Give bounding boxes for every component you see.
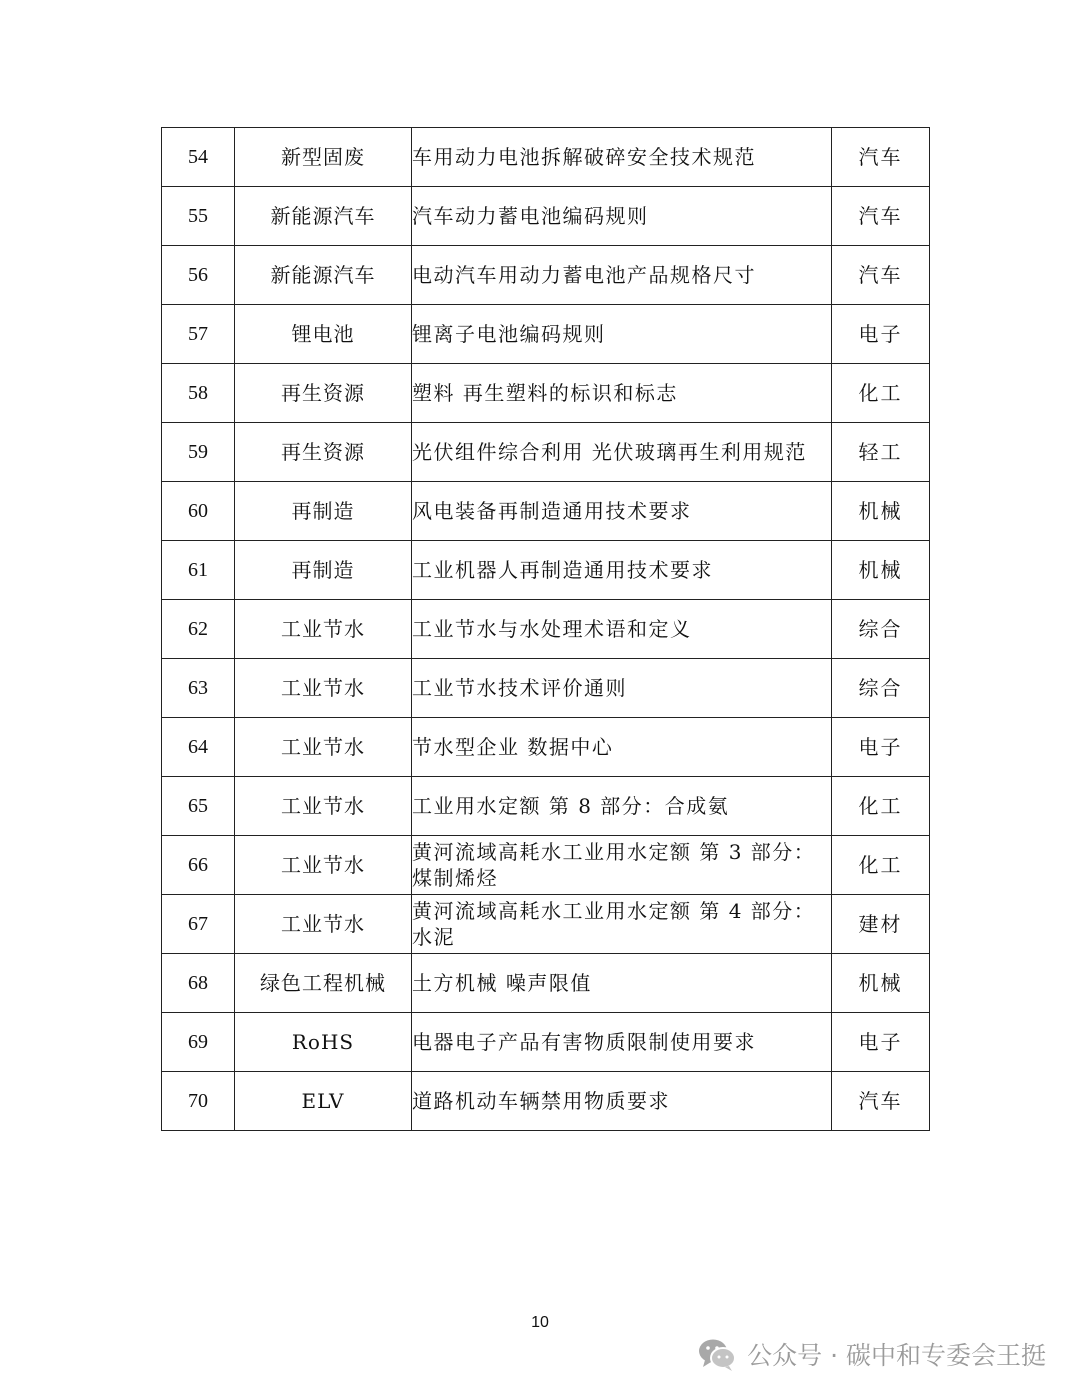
- category-cell: 再制造: [235, 482, 412, 541]
- category-cell: ELV: [235, 1072, 412, 1131]
- table-row: [162, 364, 930, 423]
- category-cell: 锂电池: [235, 305, 412, 364]
- watermark: [697, 1336, 1046, 1372]
- row-number-cell: 55: [162, 187, 235, 246]
- row-number-cell: 61: [162, 541, 235, 600]
- table-row: [162, 836, 930, 895]
- table-row: [162, 895, 930, 954]
- table-row: [162, 541, 930, 600]
- standard-title-cell: 锂离子电池编码规则: [412, 305, 832, 364]
- standard-title-cell: 道路机动车辆禁用物质要求: [412, 1072, 832, 1131]
- standard-title-cell: 黄河流域高耗水工业用水定额 第 4 部分：水泥: [412, 895, 832, 954]
- category-cell: 工业节水: [235, 718, 412, 777]
- table-row: [162, 1072, 930, 1131]
- standard-title-cell: 工业用水定额 第 8 部分：合成氨: [412, 777, 832, 836]
- industry-cell: 化工: [832, 777, 930, 836]
- industry-cell: 汽车: [832, 1072, 930, 1131]
- table-row: [162, 777, 930, 836]
- row-number-cell: 59: [162, 423, 235, 482]
- table-row: [162, 1013, 930, 1072]
- standards-table: [161, 127, 930, 1131]
- category-cell: 工业节水: [235, 777, 412, 836]
- row-number-cell: 67: [162, 895, 235, 954]
- standard-title-cell: 电动汽车用动力蓄电池产品规格尺寸: [412, 246, 832, 305]
- category-cell: 工业节水: [235, 895, 412, 954]
- standard-title-cell: 电器电子产品有害物质限制使用要求: [412, 1013, 832, 1072]
- row-number-cell: 69: [162, 1013, 235, 1072]
- row-number-cell: 70: [162, 1072, 235, 1131]
- industry-cell: 汽车: [832, 128, 930, 187]
- table-row: [162, 659, 930, 718]
- row-number-cell: 58: [162, 364, 235, 423]
- table-row: [162, 482, 930, 541]
- table-row: [162, 128, 930, 187]
- table-row: [162, 246, 930, 305]
- category-cell: 新能源汽车: [235, 246, 412, 305]
- category-cell: 再生资源: [235, 364, 412, 423]
- row-number-cell: 57: [162, 305, 235, 364]
- wechat-icon: [697, 1336, 737, 1372]
- row-number-cell: 56: [162, 246, 235, 305]
- industry-cell: 电子: [832, 305, 930, 364]
- row-number-cell: 62: [162, 600, 235, 659]
- category-cell: 再制造: [235, 541, 412, 600]
- industry-cell: 汽车: [832, 246, 930, 305]
- table-row: [162, 423, 930, 482]
- standard-title-cell: 工业节水技术评价通则: [412, 659, 832, 718]
- table-row: [162, 954, 930, 1013]
- standard-title-cell: 黄河流域高耗水工业用水定额 第 3 部分：煤制烯烃: [412, 836, 832, 895]
- watermark-text: 公众号 · 碳中和专委会王挺: [747, 1341, 1046, 1370]
- standards-table-body: [162, 128, 930, 1131]
- standard-title-cell: 塑料 再生塑料的标识和标志: [412, 364, 832, 423]
- table-row: [162, 600, 930, 659]
- category-cell: 新能源汽车: [235, 187, 412, 246]
- industry-cell: 机械: [832, 954, 930, 1013]
- standard-title-cell: 节水型企业 数据中心: [412, 718, 832, 777]
- table-row: [162, 305, 930, 364]
- industry-cell: 电子: [832, 1013, 930, 1072]
- industry-cell: 汽车: [832, 187, 930, 246]
- standard-title-cell: 工业节水与水处理术语和定义: [412, 600, 832, 659]
- industry-cell: 综合: [832, 600, 930, 659]
- row-number-cell: 66: [162, 836, 235, 895]
- standard-title-cell: 汽车动力蓄电池编码规则: [412, 187, 832, 246]
- row-number-cell: 68: [162, 954, 235, 1013]
- category-cell: 再生资源: [235, 423, 412, 482]
- industry-cell: 综合: [832, 659, 930, 718]
- category-cell: 工业节水: [235, 600, 412, 659]
- industry-cell: 化工: [832, 836, 930, 895]
- category-cell: 新型固废: [235, 128, 412, 187]
- row-number-cell: 54: [162, 128, 235, 187]
- row-number-cell: 65: [162, 777, 235, 836]
- row-number-cell: 63: [162, 659, 235, 718]
- standard-title-cell: 工业机器人再制造通用技术要求: [412, 541, 832, 600]
- standard-title-cell: 风电装备再制造通用技术要求: [412, 482, 832, 541]
- table-row: [162, 187, 930, 246]
- industry-cell: 电子: [832, 718, 930, 777]
- category-cell: 工业节水: [235, 659, 412, 718]
- industry-cell: 化工: [832, 364, 930, 423]
- standard-title-cell: 土方机械 噪声限值: [412, 954, 832, 1013]
- category-cell: 绿色工程机械: [235, 954, 412, 1013]
- page-number: 10: [531, 1314, 549, 1331]
- industry-cell: 轻工: [832, 423, 930, 482]
- standard-title-cell: 光伏组件综合利用 光伏玻璃再生利用规范: [412, 423, 832, 482]
- industry-cell: 机械: [832, 482, 930, 541]
- industry-cell: 机械: [832, 541, 930, 600]
- table-row: [162, 718, 930, 777]
- row-number-cell: 60: [162, 482, 235, 541]
- category-cell: 工业节水: [235, 836, 412, 895]
- industry-cell: 建材: [832, 895, 930, 954]
- standard-title-cell: 车用动力电池拆解破碎安全技术规范: [412, 128, 832, 187]
- category-cell: RoHS: [235, 1013, 412, 1072]
- row-number-cell: 64: [162, 718, 235, 777]
